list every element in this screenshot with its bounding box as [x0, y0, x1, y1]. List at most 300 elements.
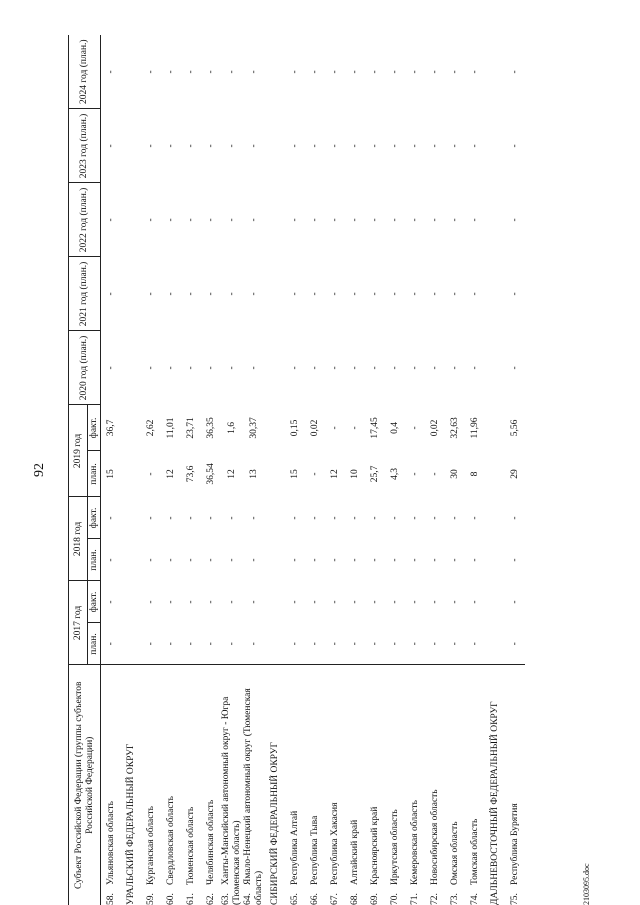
subject-cell	[181, 665, 201, 905]
table-row	[445, 35, 465, 905]
table-row	[221, 35, 243, 905]
value-cell: -	[429, 472, 440, 476]
group-row	[265, 35, 285, 905]
subject-cell	[161, 665, 181, 905]
value-cell: -	[449, 218, 460, 222]
value-cell: 23,71	[185, 417, 196, 439]
value-cell: -	[289, 642, 300, 646]
value-cell: -	[469, 366, 480, 370]
table-body	[101, 35, 526, 905]
empty-cell	[485, 109, 505, 183]
value-cell: -	[309, 642, 320, 646]
value-cell: -	[409, 218, 420, 222]
value-cell: -	[449, 292, 460, 296]
value-cell: -	[409, 558, 420, 562]
row-number: 74.	[469, 893, 480, 905]
value-cell: -	[509, 144, 520, 148]
table-row	[365, 35, 385, 905]
value-cell: -	[329, 144, 340, 148]
empty-cell	[265, 35, 285, 109]
value-cell: -	[329, 218, 340, 222]
subject-name: Ямало-Ненецкий автономный округ (Тюменская область)	[243, 688, 264, 905]
value-cell: -	[349, 144, 360, 148]
value-cell: -	[409, 292, 420, 296]
value-cell: -	[105, 558, 116, 562]
value-cell: 8	[469, 471, 480, 477]
subject-name: Челябинская область	[205, 799, 216, 885]
subject-name: Республика Бурятия	[509, 803, 520, 885]
empty-cell	[121, 623, 141, 665]
subject-cell	[445, 665, 465, 905]
value-cell: -	[409, 70, 420, 74]
value-cell: 25,7	[369, 465, 380, 483]
value-cell: -	[409, 366, 420, 370]
empty-cell	[121, 405, 141, 451]
value-cell: -	[429, 600, 440, 604]
value-cell: -	[185, 516, 196, 520]
value-cell: -	[309, 218, 320, 222]
value-cell: -	[349, 218, 360, 222]
value-cell: -	[185, 218, 196, 222]
value-cell: 0,02	[429, 419, 440, 437]
value-cell: -	[145, 516, 156, 520]
value-cell: 0,02	[309, 419, 320, 437]
value-cell: -	[369, 600, 380, 604]
value-cell: -	[165, 558, 176, 562]
table-row	[305, 35, 325, 905]
empty-cell	[265, 257, 285, 331]
value-cell: -	[409, 600, 420, 604]
value-cell: -	[145, 366, 156, 370]
value-cell: -	[449, 366, 460, 370]
value-cell: -	[389, 642, 400, 646]
value-cell: -	[429, 218, 440, 222]
page-number: 92	[32, 463, 47, 477]
value-cell: -	[429, 144, 440, 148]
row-number: 58.	[105, 893, 116, 905]
empty-cell	[485, 497, 505, 539]
value-cell: -	[185, 144, 196, 148]
value-cell: -	[369, 516, 380, 520]
empty-cell	[265, 109, 285, 183]
row-number: 63.	[221, 893, 231, 905]
value-cell: -	[389, 558, 400, 562]
value-cell: -	[248, 218, 259, 222]
value-cell: -	[389, 70, 400, 74]
value-cell: 29	[509, 469, 520, 479]
value-cell: -	[409, 516, 420, 520]
value-cell: -	[289, 218, 300, 222]
year-header-2018: 2018 год	[69, 497, 88, 581]
value-cell: -	[185, 600, 196, 604]
value-cell: -	[205, 366, 216, 370]
table-row	[141, 35, 161, 905]
empty-cell	[485, 183, 505, 257]
value-cell: -	[205, 218, 216, 222]
value-cell: 15	[289, 469, 300, 479]
table-row	[345, 35, 365, 905]
value-cell: -	[449, 516, 460, 520]
value-cell: -	[389, 218, 400, 222]
value-cell: -	[248, 516, 259, 520]
value-cell: -	[409, 472, 420, 476]
value-cell: -	[509, 600, 520, 604]
value-cell: -	[248, 600, 259, 604]
plan-header-2019: план.	[88, 451, 101, 497]
group-name: ДАЛЬНЕВОСТОЧНЫЙ ФЕДЕРАЛЬНЫЙ ОКРУГ	[485, 665, 505, 905]
value-cell: 32,63	[449, 417, 460, 439]
table-header	[69, 35, 101, 905]
value-cell: -	[509, 558, 520, 562]
table-row	[161, 35, 181, 905]
subject-cell	[201, 665, 221, 905]
value-cell: 1,6	[226, 422, 237, 434]
row-number: 68.	[349, 893, 360, 905]
empty-cell	[121, 35, 141, 109]
row-number: 59.	[145, 893, 156, 905]
value-cell: 36,7	[105, 419, 116, 437]
value-cell: -	[165, 144, 176, 148]
table-row	[243, 35, 265, 905]
subject-cell	[505, 665, 525, 905]
value-cell: -	[469, 144, 480, 148]
value-cell: 36,35	[205, 417, 216, 439]
subject-name: Ханты-Мансийский автономный округ - Югра (Тюменская область)	[221, 696, 242, 905]
value-cell: 12	[329, 469, 340, 479]
value-cell: -	[349, 426, 360, 430]
table-row	[285, 35, 305, 905]
value-cell: -	[185, 70, 196, 74]
row-number: 65.	[289, 893, 300, 905]
value-cell: -	[185, 366, 196, 370]
value-cell: -	[145, 218, 156, 222]
row-number: 69.	[369, 893, 380, 905]
subject-name: Новосибирская область	[429, 789, 440, 885]
subject-cell	[405, 665, 425, 905]
value-cell: -	[469, 292, 480, 296]
value-cell: -	[369, 642, 380, 646]
value-cell: -	[309, 600, 320, 604]
row-number: 60.	[165, 893, 176, 905]
group-row	[121, 35, 141, 905]
row-number: 70.	[389, 893, 400, 905]
value-cell: -	[165, 218, 176, 222]
value-cell: -	[248, 558, 259, 562]
value-cell: -	[509, 642, 520, 646]
value-cell: -	[165, 600, 176, 604]
value-cell: -	[248, 144, 259, 148]
value-cell: -	[205, 144, 216, 148]
value-cell: -	[429, 558, 440, 562]
value-cell: -	[509, 516, 520, 520]
value-cell: 2,62	[145, 419, 156, 437]
empty-cell	[265, 405, 285, 451]
value-cell: -	[248, 366, 259, 370]
value-cell: 13	[248, 469, 259, 479]
value-cell: -	[185, 292, 196, 296]
subject-name: Курганская область	[145, 806, 156, 885]
year-header-2022: 2022 год (план.)	[69, 183, 101, 257]
value-cell: 11,01	[165, 417, 176, 439]
value-cell: 5,56	[509, 419, 520, 437]
empty-cell	[485, 581, 505, 623]
value-cell: -	[289, 292, 300, 296]
value-cell: -	[309, 144, 320, 148]
empty-cell	[265, 623, 285, 665]
value-cell: 10	[349, 469, 360, 479]
value-cell: -	[289, 144, 300, 148]
value-cell: -	[165, 70, 176, 74]
group-name: УРАЛЬСКИЙ ФЕДЕРАЛЬНЫЙ ОКРУГ	[121, 665, 141, 905]
value-cell: 17,45	[369, 417, 380, 439]
value-cell: -	[309, 70, 320, 74]
value-cell: -	[105, 218, 116, 222]
empty-cell	[485, 451, 505, 497]
value-cell: -	[289, 70, 300, 74]
subject-cell	[221, 665, 243, 905]
subject-name: Республика Хакасия	[329, 802, 340, 885]
table-row	[385, 35, 405, 905]
empty-cell	[265, 331, 285, 405]
subject-cell	[285, 665, 305, 905]
value-cell: -	[248, 292, 259, 296]
value-cell: 12	[165, 469, 176, 479]
empty-cell	[265, 497, 285, 539]
fact-header-2019: факт.	[88, 405, 101, 451]
value-cell: -	[409, 642, 420, 646]
value-cell: -	[369, 70, 380, 74]
value-cell: -	[329, 642, 340, 646]
value-cell: -	[369, 366, 380, 370]
value-cell: -	[449, 600, 460, 604]
subject-cell	[425, 665, 445, 905]
value-cell: -	[145, 600, 156, 604]
value-cell: -	[369, 144, 380, 148]
value-cell: -	[449, 70, 460, 74]
subject-cell	[365, 665, 385, 905]
value-cell: -	[205, 600, 216, 604]
value-cell: 12	[226, 469, 237, 479]
value-cell: -	[205, 642, 216, 646]
value-cell: -	[429, 516, 440, 520]
value-cell: -	[165, 292, 176, 296]
value-cell: -	[289, 600, 300, 604]
value-cell: 0,4	[389, 422, 400, 434]
row-number: 71.	[409, 893, 420, 905]
value-cell: -	[509, 218, 520, 222]
value-cell: 30,37	[248, 417, 259, 439]
value-cell: -	[429, 70, 440, 74]
table-row	[201, 35, 221, 905]
value-cell: -	[226, 642, 237, 646]
value-cell: 11,96	[469, 417, 480, 439]
value-cell: -	[165, 516, 176, 520]
value-cell: -	[349, 558, 360, 562]
subject-name: Тюменская область	[185, 806, 196, 885]
value-cell: -	[429, 366, 440, 370]
subject-name: Кемеровская область	[409, 799, 420, 885]
value-cell: -	[369, 558, 380, 562]
year-header-2020: 2020 год (план.)	[69, 331, 101, 405]
value-cell: -	[469, 600, 480, 604]
value-cell: -	[226, 218, 237, 222]
fact-header-2018: факт.	[88, 497, 101, 539]
value-cell: -	[205, 558, 216, 562]
value-cell: 0,15	[289, 419, 300, 437]
value-cell: -	[409, 144, 420, 148]
value-cell: -	[369, 292, 380, 296]
empty-cell	[485, 35, 505, 109]
value-cell: -	[349, 600, 360, 604]
subject-name: Свердловская область	[165, 795, 176, 885]
value-cell: -	[449, 642, 460, 646]
value-cell: -	[309, 292, 320, 296]
empty-cell	[121, 581, 141, 623]
value-cell: -	[329, 426, 340, 430]
empty-cell	[121, 183, 141, 257]
value-cell: -	[469, 516, 480, 520]
value-cell: -	[409, 426, 420, 430]
value-cell: -	[349, 516, 360, 520]
value-cell: 4,3	[389, 468, 400, 480]
subject-cell	[141, 665, 161, 905]
subject-name: Томская область	[469, 818, 480, 885]
row-number: 72.	[429, 893, 440, 905]
value-cell: -	[309, 472, 320, 476]
value-cell: -	[226, 366, 237, 370]
empty-cell	[121, 257, 141, 331]
value-cell: -	[165, 642, 176, 646]
value-cell: -	[389, 292, 400, 296]
year-header-2017: 2017 год	[69, 581, 88, 665]
subject-name: Алтайский край	[349, 819, 360, 885]
value-cell: -	[226, 292, 237, 296]
subject-cell	[101, 665, 122, 905]
value-cell: -	[449, 144, 460, 148]
subject-name: Красноярский край	[369, 806, 380, 885]
empty-cell	[121, 539, 141, 581]
year-header-2024: 2024 год (план.)	[69, 35, 101, 109]
value-cell: -	[105, 366, 116, 370]
value-cell: -	[309, 516, 320, 520]
year-header-2023: 2023 год (план.)	[69, 109, 101, 183]
value-cell: -	[289, 366, 300, 370]
table-row	[405, 35, 425, 905]
value-cell: -	[205, 292, 216, 296]
value-cell: -	[429, 292, 440, 296]
value-cell: -	[329, 70, 340, 74]
value-cell: -	[145, 144, 156, 148]
file-label: 2103095.doc	[582, 863, 591, 905]
empty-cell	[485, 623, 505, 665]
group-name: СИБИРСКИЙ ФЕДЕРАЛЬНЫЙ ОКРУГ	[265, 665, 285, 905]
value-cell: -	[165, 366, 176, 370]
value-cell: -	[309, 558, 320, 562]
table-row	[505, 35, 525, 905]
value-cell: -	[389, 516, 400, 520]
value-cell: -	[369, 218, 380, 222]
value-cell: -	[105, 642, 116, 646]
value-cell: 15	[105, 469, 116, 479]
value-cell: -	[105, 516, 116, 520]
value-cell: -	[248, 642, 259, 646]
empty-cell	[485, 539, 505, 581]
value-cell: -	[226, 70, 237, 74]
table-row	[325, 35, 345, 905]
value-cell: -	[329, 600, 340, 604]
subject-cell	[465, 665, 485, 905]
value-cell: -	[509, 366, 520, 370]
row-number: 73.	[449, 893, 460, 905]
value-cell: -	[449, 558, 460, 562]
value-cell: -	[145, 558, 156, 562]
value-cell: -	[185, 558, 196, 562]
value-cell: -	[185, 642, 196, 646]
value-cell: -	[329, 292, 340, 296]
value-cell: -	[248, 70, 259, 74]
subject-cell	[345, 665, 365, 905]
subject-cell	[305, 665, 325, 905]
empty-cell	[485, 331, 505, 405]
value-cell: -	[145, 642, 156, 646]
value-cell: -	[309, 366, 320, 370]
subject-column-header: Субъект Российской Федерации (группы субъектов Российской Федерации)	[69, 665, 101, 905]
value-cell: -	[329, 558, 340, 562]
row-number: 67.	[329, 893, 340, 905]
empty-cell	[485, 405, 505, 451]
value-cell: -	[289, 558, 300, 562]
subject-cell	[385, 665, 405, 905]
value-cell: -	[389, 144, 400, 148]
empty-cell	[265, 539, 285, 581]
table-row	[181, 35, 201, 905]
value-cell: -	[469, 558, 480, 562]
value-cell: -	[205, 516, 216, 520]
subject-cell	[243, 665, 265, 905]
empty-cell	[121, 451, 141, 497]
value-cell: -	[349, 70, 360, 74]
value-cell: -	[226, 516, 237, 520]
table-row	[101, 35, 122, 905]
rotated-page	[32, 35, 592, 905]
value-cell: -	[329, 366, 340, 370]
value-cell: -	[349, 366, 360, 370]
subject-name: Иркутская область	[389, 809, 400, 885]
empty-cell	[265, 451, 285, 497]
value-cell: -	[105, 292, 116, 296]
value-cell: -	[105, 144, 116, 148]
row-number: 64.	[243, 893, 253, 905]
year-header-2019: 2019 год	[69, 405, 88, 497]
row-number: 61.	[185, 893, 196, 905]
subject-name: Омская область	[449, 821, 460, 885]
empty-cell	[121, 331, 141, 405]
value-cell: -	[389, 366, 400, 370]
value-cell: -	[389, 600, 400, 604]
value-cell: -	[429, 642, 440, 646]
value-cell: -	[349, 292, 360, 296]
value-cell: -	[145, 70, 156, 74]
row-number: 75.	[509, 893, 520, 905]
value-cell: -	[469, 70, 480, 74]
plan-header-2018: план.	[88, 539, 101, 581]
subject-name: Республика Тыва	[309, 815, 320, 885]
value-cell: -	[226, 144, 237, 148]
value-cell: -	[105, 70, 116, 74]
empty-cell	[121, 109, 141, 183]
empty-cell	[121, 497, 141, 539]
value-cell: -	[469, 218, 480, 222]
